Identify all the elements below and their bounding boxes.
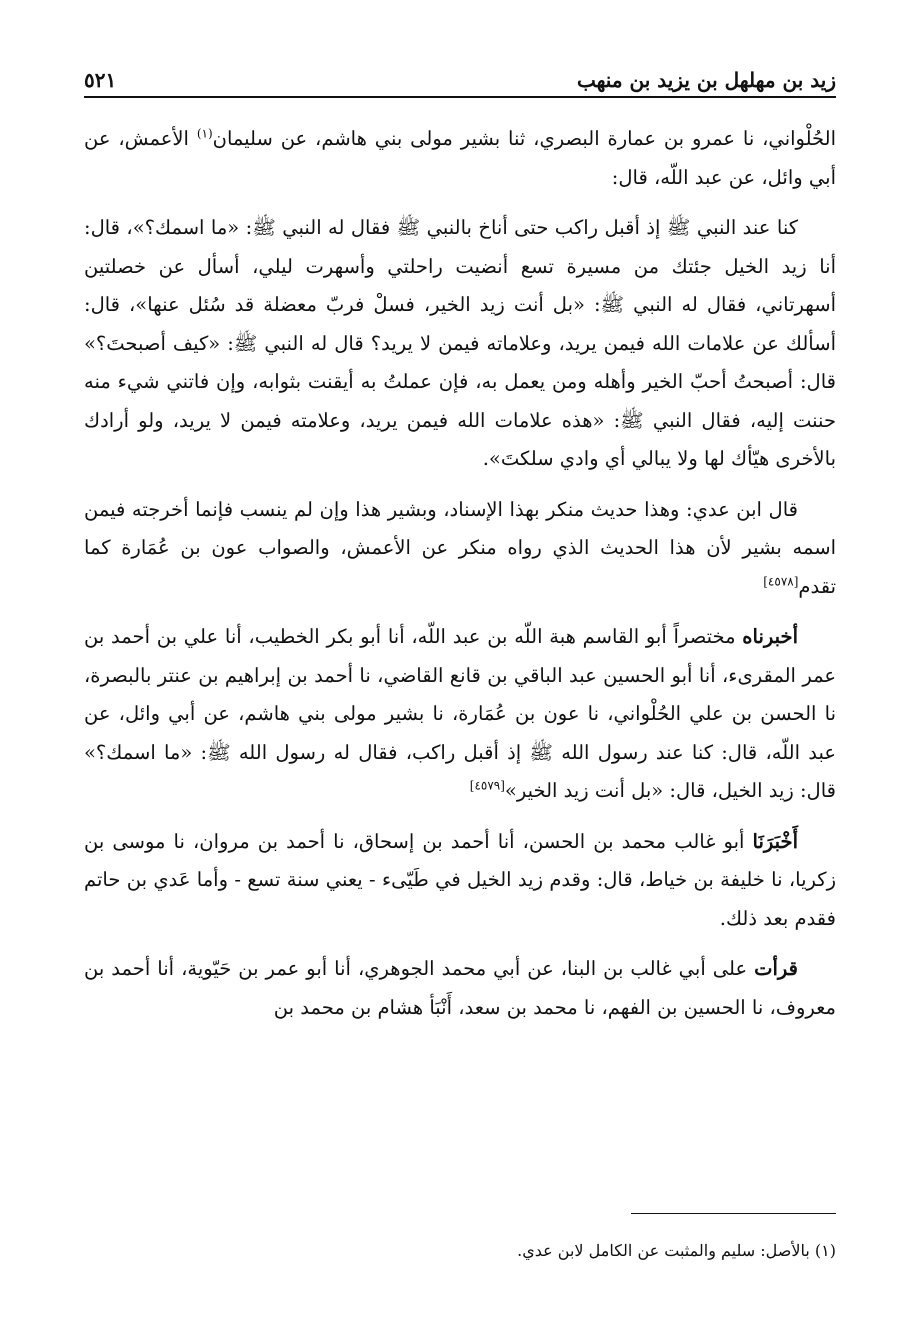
paragraph-lead: أَخْبَرَنَا <box>752 829 798 853</box>
footnote: (١) بالأصل: سليم والمثبت عن الكامل لابن عدي. <box>517 1241 836 1260</box>
running-head: زيد بن مهلهل بن يزيد بن منهب <box>576 68 836 92</box>
paragraph-text: قال ابن عدي: وهذا حديث منكر بهذا الإسناد، وبشير هذا وإن لم ينسب فإنما أخرجته فيمن اسمه بشير لأن هذا الحديث الذي رواه منكر عن الأعمش، والصواب عون بن عُمَارة كما تقدم <box>84 497 836 598</box>
page-number: ٥٢١ <box>84 68 117 92</box>
reference-number: [٤٥٧٩] <box>469 778 505 793</box>
reference-number: [٤٥٧٨] <box>763 574 799 588</box>
paragraph-4 <box>84 618 836 811</box>
paragraph-text: مختصراً أبو القاسم هبة اللّه بن عبد اللّه، أنا أبو بكر الخطيب، أنا علي بن أحمد بن عمر المقرىء، أنا أبو الحسين عبد الباقي بن قانع القاضي، نا أحمد بن إبراهيم بن عنتر بالبصرة، نا الحسن بن علي الحُلْواني، نا عون بن عُمَارة، نا بشير مولى بني هاشم، عن أبي وائل، عن عبد اللّه، قال: كنا عند رسول الله ﷺ إذ أقبل راكب، فقال له رسول الله ﷺ: «ما اسمك؟» قال: زيد الخيل، قال: «بل أنت زيد الخير» <box>84 625 836 802</box>
paragraph-3 <box>84 491 836 607</box>
paragraph-lead: قرأت <box>754 957 798 980</box>
page-body <box>84 120 836 1039</box>
paragraph-6 <box>84 950 836 1027</box>
paragraph-text: أبو غالب محمد بن الحسن، أنا أحمد بن إسحاق، نا أحمد بن مروان، نا موسى بن زكريا، نا خليفة بن خياط، قال: وقدم زيد الخيل في طَيّىء - يعني سنة تسع - وأما عَدي بن حاتم فقدم بعد ذلك. <box>84 829 836 930</box>
paragraph-2 <box>84 209 836 479</box>
paragraph-text: على أبي غالب بن البنا، عن أبي محمد الجوهري، أنا أبو عمر بن حَيّوية، أنا أحمد بن معروف، نا الحسين بن الفهم، نا محمد بن سعد، أَنْبَأ هشام بن محمد بن <box>84 957 836 1019</box>
paragraph-1 <box>84 120 836 197</box>
paragraph-text-tail: الأعمش، عن أبي وائل، عن عبد اللّه، قال: <box>84 127 836 189</box>
footnote-marker: (١) <box>196 126 213 141</box>
paragraph-lead: أخبرناه <box>742 625 798 648</box>
paragraph-text: كنا عند النبي ﷺ إذ أقبل راكب حتى أناخ بالنبي ﷺ فقال له النبي ﷺ: «ما اسمك؟»، قال: أنا زيد الخيل جئتك من مسيرة تسع أنضيت راحلتي وأسهرت ليلي، أسأل عن خصلتين أسهرتاني، فقال له النبي ﷺ: «بل أنت زيد الخير، فسلْ فربّ معضلة قد سُئل عنها»، قال: أسألك عن علامات الله فيمن يريد، وعلاماته فيمن لا يريد؟ قال له النبي ﷺ: «كيف أصبحتَ؟» قال: أصبحتُ أحبّ الخير وأهله ومن يعمل به، فإن عملتُ به أيقنت بثوابه، وإن فاتني شيء منه حننت إليه، فقال النبي ﷺ: «هذه علامات الله فيمن يريد، وعلامته فيمن لا يريد، ولو أرادك بالأخرى هيّأك لها ولا يبالي أي وادي سلكتَ». <box>84 216 836 470</box>
paragraph-5 <box>84 823 836 939</box>
footnote-divider <box>631 1213 836 1214</box>
page-header <box>84 58 836 98</box>
paragraph-text: الحُلْواني، نا عمرو بن عمارة البصري، ثنا بشير مولى بني هاشم، عن سليمان <box>212 127 837 150</box>
